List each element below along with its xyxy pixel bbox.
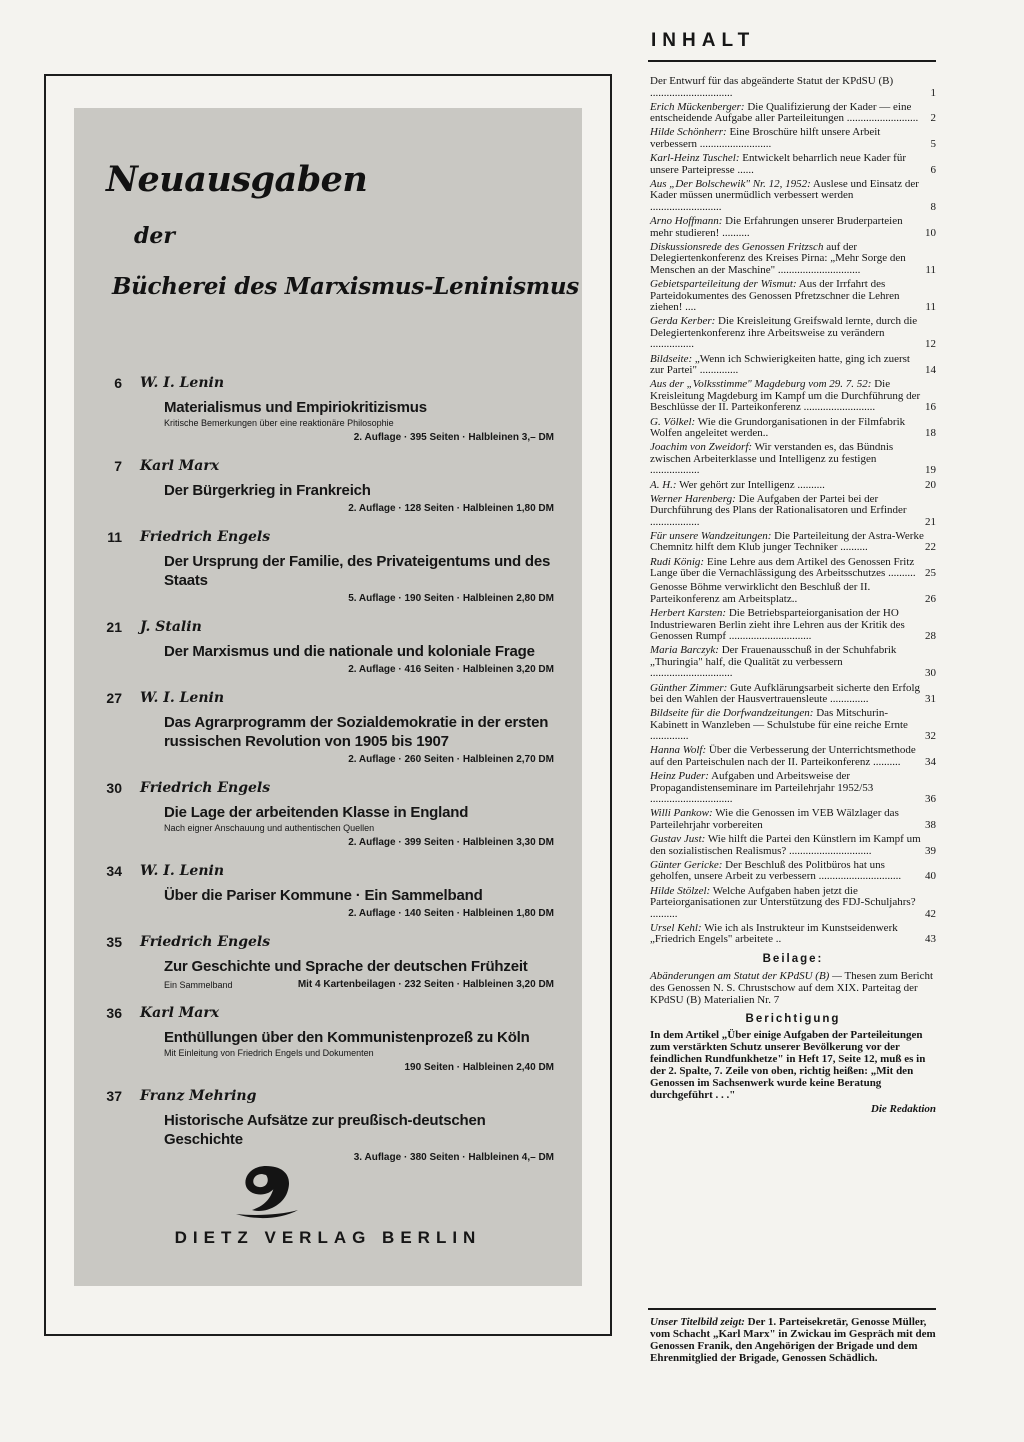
toc-entry	[650, 354, 936, 377]
toc-page: 21	[925, 515, 936, 528]
toc-entry	[650, 494, 936, 529]
toc-entry	[650, 316, 936, 351]
toc-entry	[650, 886, 936, 921]
toc-page: 26	[925, 592, 936, 605]
toc-entry	[650, 242, 936, 277]
toc-page: 31	[925, 693, 936, 706]
correction-signature: Die Redaktion	[870, 1103, 936, 1116]
book-meta-note: Ein Sammelband	[164, 980, 233, 990]
book-title: Über die Pariser Kommune · Ein Sammelband	[164, 887, 483, 904]
toc-page: 11	[925, 301, 936, 314]
book-item	[106, 528, 554, 606]
toc-author: Werner Harenberg:	[650, 492, 736, 505]
toc-text: Wie ich als Instrukteur im Kunstseidenwerk „Friedrich Engels" arbeitete ..	[650, 921, 898, 946]
book-meta: 2. Auflage · 128 Seiten · Halbleinen 1,80 DM	[348, 503, 554, 514]
book-author: W. I. Lenin	[140, 690, 225, 706]
toc-page: 5	[930, 137, 936, 150]
toc-entry	[650, 771, 936, 806]
book-item	[106, 618, 554, 677]
supplement-italic: Abänderungen am Statut der KPdSU (B) —	[650, 969, 842, 982]
toc-text: Wer gehört zur Intelligenz ..........	[676, 478, 825, 491]
toc-text: Die Kreisleitung Magdeburg im Kampf um die Durchführung der Beschlüsse der II. Parteikonferenz ..........................	[650, 378, 921, 414]
toc-author: Diskussionsrede des Genossen Fritzsch	[650, 240, 824, 253]
book-author: Friedrich Engels	[140, 780, 271, 796]
book-item	[106, 862, 554, 921]
toc-author: Aus „Der Bolschewik" Nr. 12, 1952:	[650, 177, 811, 190]
book-item	[106, 457, 554, 516]
toc-entry	[650, 179, 936, 214]
toc-author: Hilde Stölzel:	[650, 884, 711, 897]
book-number: 21	[106, 619, 122, 635]
book-item	[106, 689, 554, 767]
toc-page: 25	[925, 567, 936, 580]
correction-text: In dem Artikel „Über einige Aufgaben der Parteileitungen zum verstärkten Schutz unserer Bevölkerung vor der feindlichen Rundfunkhetze" in Heft 17, Seite 12, muß es in der 2. Spalte, 7. Zeile von oben, richtig heißen: „Mit den Genossen im Sachsenwerk wurde keine Beratung durchgeführt . . ."	[650, 1029, 926, 1102]
supplement-body: Thesen zum Bericht des Genossen N. S. Chrustschow auf dem XIX. Parteitag der KPdSU (B) Materialien Nr. 7	[650, 969, 934, 1006]
book-title: Enthüllungen über den Kommunistenprozeß zu Köln	[164, 1029, 530, 1046]
caption-rule	[648, 1308, 936, 1310]
toc-text: Über die Verbesserung der Unterrichtsmethode auf den Parteischulen nach der II. Parteikonferenz ..........	[650, 744, 916, 769]
toc-text: Auslese und Einsatz der Kader müssen unermüdlich verbessert werden ..........................	[650, 177, 919, 213]
toc-author: Erich Mückenberger:	[650, 100, 745, 113]
book-title: Materialismus und Empiriokritizismus	[164, 399, 427, 416]
toc-text: Die Betriebsparteiorganisation der HO Industriewaren Berlin zieht ihre Lehren aus der Kritik des Genossen Rumpf ..............................	[650, 606, 905, 643]
book-meta: 2. Auflage · 416 Seiten · Halbleinen 3,20 DM	[348, 664, 554, 675]
book-meta: 3. Auflage · 380 Seiten · Halbleinen 4,– DM	[353, 1152, 554, 1163]
toc-author: Hanna Wolf:	[650, 744, 707, 757]
toc-author: A. H.:	[650, 478, 677, 491]
book-meta: 2. Auflage · 140 Seiten · Halbleinen 1,80 DM	[348, 908, 554, 919]
toc-page: 11	[925, 263, 936, 276]
toc-page: 36	[925, 793, 936, 806]
toc-entry	[650, 557, 936, 580]
book-title: Die Lage der arbeitenden Klasse in England	[164, 804, 469, 821]
toc-page: 28	[925, 630, 936, 643]
toc-page: 6	[930, 163, 936, 176]
book-number: 27	[106, 690, 122, 706]
advertisement-panel	[74, 108, 582, 1286]
book-author: W. I. Lenin	[140, 375, 225, 391]
toc-text: Die Aufgaben der Partei bei der Durchführung des Plans der Rationalisatoren und Erfinder ..................	[650, 492, 907, 528]
book-number: 35	[106, 934, 122, 950]
publisher-name: DIETZ VERLAG BERLIN	[174, 1228, 482, 1247]
ad-series-title: Bücherei des Marxismus-Leninismus	[112, 273, 579, 300]
toc-author: Bildseite für die Dorfwandzeitungen:	[650, 707, 814, 720]
toc-text: Der Beschluß des Politbüros hat uns geholfen, unsere Arbeit zu verbessern ..............................	[650, 858, 902, 883]
ad-subheadline: der	[134, 223, 175, 249]
toc-text: Die Erfahrungen unserer Bruderparteien mehr studieren! ..........	[650, 215, 903, 239]
toc-text: Das Mitschurin-Kabinett in Wanzleben — Schulstube für eine reiche Ernte ..............	[650, 707, 908, 743]
contents-heading: INHALT	[651, 30, 756, 51]
book-author: W. I. Lenin	[140, 863, 225, 879]
toc-page: 2	[930, 112, 936, 125]
toc-author: Aus der „Volksstimme" Magdeburg vom 29. 7. 52:	[650, 378, 872, 391]
book-item	[106, 933, 554, 992]
toc-text: Die Kreisleitung Greifswald lernte, durch die Delegiertenkonferenz ihre Arbeitsweise zu verändern ................	[650, 315, 918, 351]
cover-caption	[650, 1316, 936, 1364]
book-title: Zur Geschichte und Sprache der deutschen Frühzeit	[164, 958, 528, 975]
toc-entry	[650, 480, 936, 492]
book-item	[106, 1087, 554, 1165]
toc-entry	[650, 153, 936, 176]
toc-author: Karl-Heinz Tuschel:	[650, 152, 740, 165]
book-item	[106, 1004, 554, 1075]
toc-page: 20	[925, 478, 936, 491]
book-list	[106, 374, 554, 1165]
book-title: Der Ursprung der Familie, des Privateigentums und des Staats	[164, 553, 551, 589]
toc-author: Bildseite:	[650, 352, 693, 365]
toc-text: Eine Broschüre hilft unsere Arbeit verbessern ..........................	[650, 126, 881, 150]
toc-page: 14	[925, 364, 936, 377]
toc-entry	[650, 76, 936, 99]
toc-text: „Wenn ich Schwierigkeiten hatte, ging ich zuerst zur Partei" ..............	[650, 352, 910, 377]
toc-author: Gerda Kerber:	[650, 315, 716, 328]
toc-author: Rudi König:	[650, 555, 705, 568]
toc-author: Gebietsparteileitung der Wismut:	[650, 278, 797, 290]
toc-page: 43	[925, 933, 936, 946]
book-number: 30	[106, 780, 122, 796]
toc-page: 19	[925, 464, 936, 477]
table-of-contents	[650, 76, 936, 1115]
ad-headline: Neuausgaben	[106, 159, 368, 200]
toc-entry	[650, 683, 936, 706]
toc-entry	[650, 417, 936, 440]
toc-text: Die Qualifizierung der Kader — eine entscheidende Aufgabe aller Parteileitungen ..........................	[650, 100, 919, 125]
toc-author: Joachim von Zweidorf:	[650, 441, 753, 454]
toc-text: Welche Aufgaben haben jetzt die Parteiorganisationen zur Unterstützung des FDJ-Schuljahrs? ..........	[650, 884, 916, 920]
toc-entry	[650, 923, 936, 946]
toc-page: 10	[925, 226, 936, 239]
book-title: Der Bürgerkrieg in Frankreich	[164, 482, 371, 499]
toc-entry	[650, 127, 936, 150]
toc-page: 39	[925, 844, 936, 857]
toc-text: Gute Aufklärungsarbeit sicherte den Erfolg bei den Wahlen der Hausvertrauensleute ..............	[650, 681, 921, 706]
toc-entry	[650, 531, 936, 554]
toc-entry	[650, 745, 936, 768]
supplement-text	[650, 970, 936, 1006]
toc-text: Der Entwurf für das abgeänderte Statut der KPdSU (B) ..............................	[650, 75, 894, 99]
book-author: Friedrich Engels	[140, 934, 271, 950]
book-subtitle: Kritische Bemerkungen über eine reaktionäre Philosophie	[164, 418, 394, 428]
toc-author: Gustav Just:	[650, 833, 706, 846]
toc-author: G. Völkel:	[650, 415, 696, 428]
toc-entry	[650, 808, 936, 831]
toc-page: 34	[925, 756, 936, 769]
toc-text: Wir verstanden es, das Bündnis zwischen Arbeiterklasse und Intelligenz zu festigen ..................	[650, 441, 894, 477]
toc-entry	[650, 279, 936, 314]
toc-entry	[650, 379, 936, 414]
toc-page: 1	[930, 86, 936, 99]
toc-entry	[650, 834, 936, 857]
toc-page: 38	[925, 819, 936, 832]
toc-text: Genosse Böhme verwirklicht den Beschluß der II. Parteikonferenz am Arbeitsplatz..	[650, 581, 871, 605]
toc-page: 30	[925, 667, 936, 680]
toc-author: Heinz Puder:	[650, 770, 709, 783]
caption-lead: Unser Titelbild zeigt:	[650, 1316, 745, 1328]
toc-page: 32	[925, 730, 936, 743]
toc-text: Wie die Grundorganisationen in der Filmfabrik Wolfen angeleitet werden..	[650, 415, 906, 440]
toc-entry	[650, 582, 936, 605]
book-number: 7	[114, 458, 122, 474]
book-title: Das Agrarprogramm der Sozialdemokratie in der ersten russischen Revolution von 1905 bis 1907	[164, 714, 549, 750]
toc-text: Der Frauenausschuß in der Schuhfabrik „Thuringia" half, die Qualität zu verbessern ..............................	[650, 644, 897, 680]
toc-text: Eine Lehre aus dem Artikel des Genossen Fritz Lange über die Vernachlässigung des Arbeitsschutzes ..........	[650, 555, 916, 580]
toc-entry	[650, 860, 936, 883]
toc-text: Entwickelt beharrlich neue Kader für unsere Parteipresse ......	[650, 152, 906, 176]
book-meta: 2. Auflage · 395 Seiten · Halbleinen 3,– DM	[353, 432, 554, 443]
toc-entry	[650, 708, 936, 743]
toc-page: 8	[930, 200, 936, 213]
toc-author: Günter Gericke:	[650, 858, 723, 871]
toc-page: 42	[925, 907, 936, 920]
toc-text: Aus der Irrfahrt des Parteidokumentes des Genossen Pfretzschner die Lehren ziehen! ....	[650, 278, 900, 314]
book-author: Franz Mehring	[140, 1088, 257, 1104]
toc-page: 16	[925, 401, 936, 414]
book-subtitle: Mit Einleitung von Friedrich Engels und Dokumenten	[164, 1048, 374, 1058]
toc-entry	[650, 608, 936, 643]
supplement-heading: Beilage:	[762, 952, 824, 965]
book-number: 36	[106, 1005, 122, 1021]
book-title: Historische Aufsätze zur preußisch-deutschen Geschichte	[164, 1112, 486, 1148]
toc-text: Aufgaben und Arbeitsweise der Propagandistenseminare im Parteilehrjahr 1952/53 ..............................	[650, 770, 874, 806]
book-meta: Mit 4 Kartenbeilagen · 232 Seiten · Halbleinen 3,20 DM	[297, 979, 554, 990]
toc-author: Für unsere Wandzeitungen:	[650, 529, 772, 542]
book-meta: 190 Seiten · Halbleinen 2,40 DM	[404, 1062, 554, 1073]
toc-author: Arno Hoffmann:	[650, 215, 723, 228]
book-subtitle: Nach eigner Anschauung und authentischen Quellen	[164, 823, 375, 833]
book-number: 6	[114, 375, 122, 391]
book-meta: 5. Auflage · 190 Seiten · Halbleinen 2,80 DM	[348, 593, 554, 604]
toc-entry	[650, 442, 936, 477]
book-item	[106, 374, 554, 445]
correction-heading: Berichtigung	[745, 1012, 841, 1025]
toc-page: 40	[925, 870, 936, 883]
dietz-logo-icon	[230, 1160, 302, 1222]
book-number: 34	[106, 863, 122, 879]
book-title: Der Marxismus und die nationale und koloniale Frage	[164, 643, 535, 660]
caption-body: Der 1. Parteisekretär, Genosse Müller, vom Schacht „Karl Marx" in Zwickau im Gespräch mit dem Genossen Franik, den Angehörigen der Brigade und dem Ehrenmitglied der Brigade, Genossen Schädlich.	[650, 1316, 936, 1364]
toc-text: Wie hilft die Partei den Künstlern im Kampf um den sozialistischen Realismus? ..............................	[650, 833, 921, 857]
toc-text: auf der Delegiertenkonferenz des Kreises Pirna: „Mehr Sorge den Menschen an der Maschine" ..............................	[650, 240, 906, 276]
toc-author: Hilde Schönherr:	[650, 126, 727, 139]
toc-entry	[650, 645, 936, 680]
book-author: Karl Marx	[140, 1005, 220, 1021]
book-meta: 2. Auflage · 260 Seiten · Halbleinen 2,70 DM	[348, 754, 554, 765]
book-number: 37	[106, 1088, 122, 1104]
toc-entry	[650, 102, 936, 125]
book-number: 11	[107, 529, 122, 545]
book-author: Karl Marx	[140, 458, 220, 474]
toc-text: Die Parteileitung der Astra-Werke Chemnitz hilft dem Klub junger Techniker ..........	[650, 529, 924, 554]
toc-author: Willi Pankow:	[650, 807, 713, 820]
toc-author: Herbert Karsten:	[650, 606, 727, 619]
book-author: Friedrich Engels	[140, 529, 271, 545]
toc-page: 18	[925, 427, 936, 440]
toc-text: Wie die Genossen im VEB Wälzlager das Parteilehrjahr vorbereiten	[650, 807, 899, 832]
toc-page: 22	[925, 541, 936, 554]
toc-author: Günther Zimmer:	[650, 681, 728, 694]
book-item	[106, 779, 554, 850]
toc-page: 12	[925, 338, 936, 351]
toc-author: Maria Barczyk:	[650, 644, 719, 657]
book-author: J. Stalin	[140, 619, 202, 635]
heading-rule	[648, 60, 936, 62]
toc-author: Ursel Kehl:	[650, 921, 702, 934]
book-meta: 2. Auflage · 399 Seiten · Halbleinen 3,30 DM	[348, 837, 554, 848]
toc-entry	[650, 216, 936, 239]
